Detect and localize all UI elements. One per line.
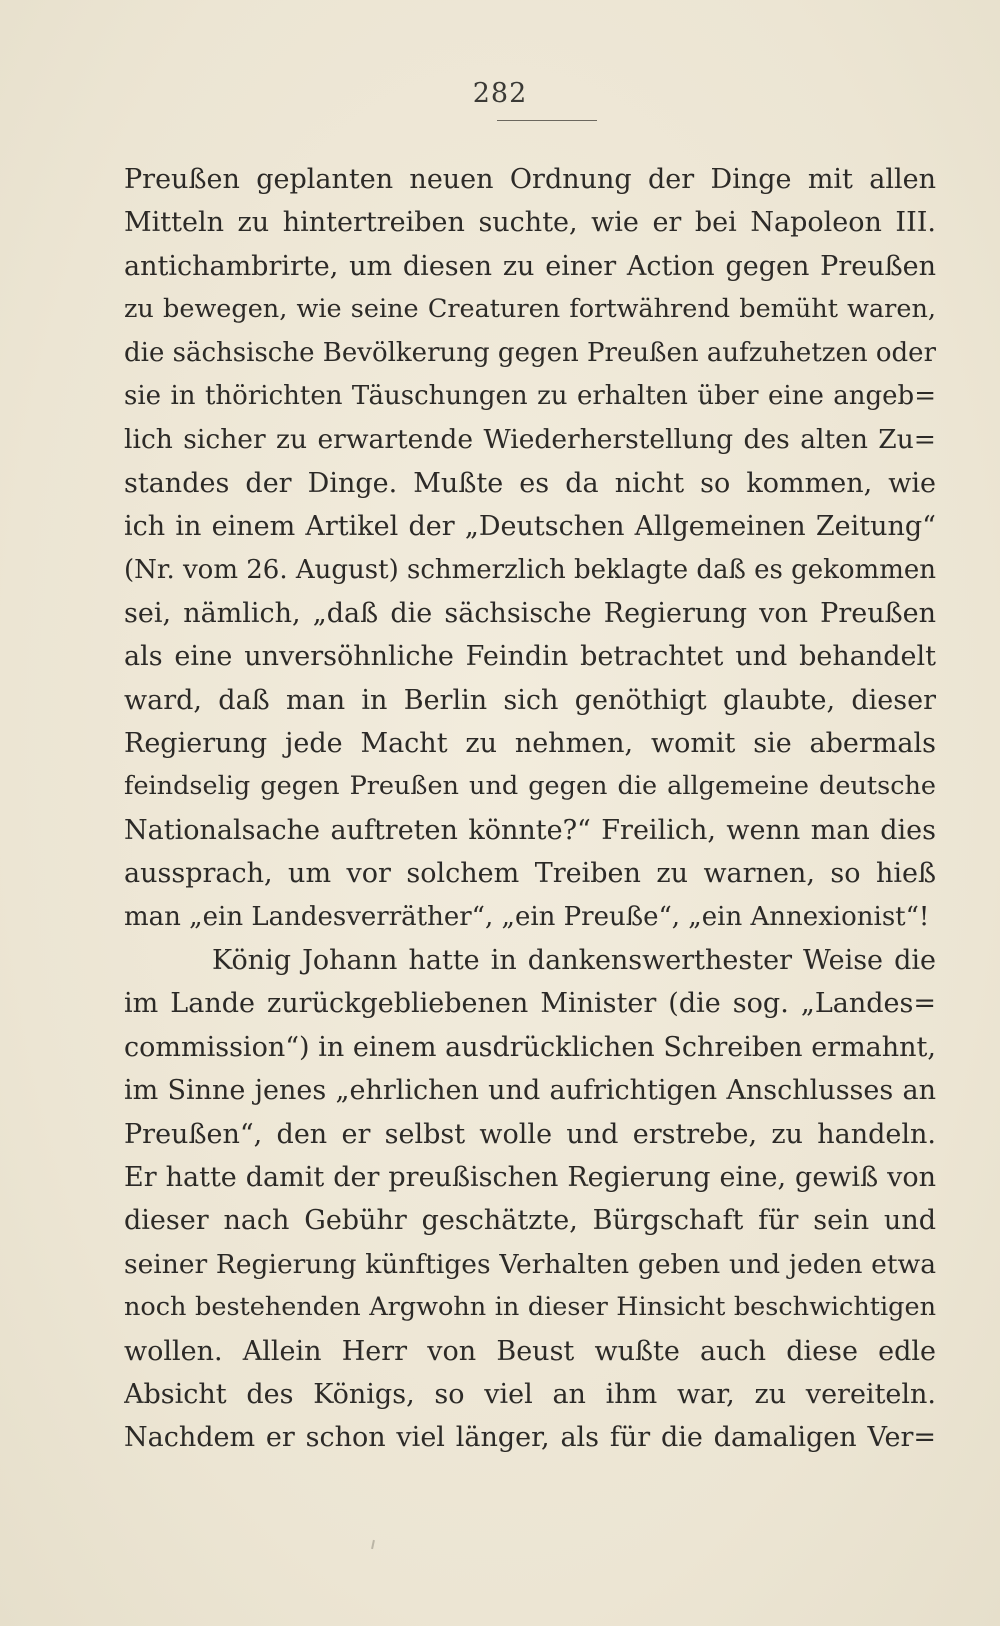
text-line: zu bewegen, wie seine Creaturen fortwährend bemüht waren, — [124, 294, 936, 325]
text-line: ward, daß man in Berlin sich genöthigt glaubte, dieser — [124, 684, 936, 716]
text-line: commission“) in einem ausdrücklichen Schreiben ermahnt, — [124, 1031, 936, 1063]
text-line: seiner Regierung künftiges Verhalten geben und jeden etwa — [124, 1248, 936, 1280]
text-line: Nachdem er schon viel länger, als für die damaligen Ver= — [124, 1422, 936, 1454]
text-line: Absicht des Königs, so viel an ihm war, zu vereiteln. — [124, 1378, 936, 1410]
text-line: feindselig gegen Preußen und gegen die allgemeine deutsche — [124, 771, 936, 802]
page-number-rule — [497, 120, 597, 121]
text-line: sie in thörichten Täuschungen zu erhalten über eine angeb= — [124, 380, 936, 411]
text-line: König Johann hatte in dankenswerthester Weise die — [212, 945, 936, 977]
text-line: Preußen geplanten neuen Ordnung der Dinge mit allen — [124, 164, 936, 195]
text-line: wollen. Allein Herr von Beust wußte auch diese edle — [124, 1335, 936, 1367]
text-line: die sächsische Bevölkerung gegen Preußen aufzuhetzen oder — [124, 337, 936, 368]
text-line: Regierung jede Macht zu nehmen, womit sie abermals — [124, 728, 936, 760]
body-text — [124, 158, 936, 1460]
text-line: noch bestehenden Argwohn in dieser Hinsicht beschwichtigen — [124, 1292, 936, 1323]
text-line: Er hatte damit der preußischen Regierung eine, gewiß von — [124, 1161, 936, 1193]
text-line: sei, nämlich, „daß die sächsische Regierung von Preußen — [124, 597, 936, 629]
paper-speck — [371, 1540, 375, 1549]
text-line: (Nr. vom 26. August) schmerzlich beklagte daß es gekommen — [124, 554, 936, 585]
text-line: standes der Dinge. Mußte es da nicht so kommen, wie — [124, 467, 936, 499]
text-line: Preußen“, den er selbst wolle und erstrebe, zu handeln. — [124, 1118, 936, 1150]
text-line: dieser nach Gebühr geschätzte, Bürgschaft für sein und — [124, 1205, 936, 1237]
text-line: im Lande zurückgebliebenen Minister (die sog. „Landes= — [124, 988, 936, 1020]
text-line: man „ein Landesverräther“, „ein Preuße“, „ein Annexionist“! — [124, 901, 930, 932]
page-number: 282 — [472, 78, 528, 109]
text-line: aussprach, um vor solchem Treiben zu warnen, so hieß — [124, 858, 936, 890]
text-line: lich sicher zu erwartende Wiederherstellung des alten Zu= — [124, 424, 936, 456]
text-line: im Sinne jenes „ehrlichen und aufrichtigen Anschlusses an — [124, 1075, 936, 1107]
text-line: als eine unversöhnliche Feindin betrachtet und behandelt — [124, 641, 936, 673]
text-line: ich in einem Artikel der „Deutschen Allgemeinen Zeitung“ — [124, 511, 936, 543]
text-line: Mitteln zu hintertreiben suchte, wie er bei Napoleon III. — [124, 207, 936, 239]
text-line: antichambrirte, um diesen zu einer Action gegen Preußen — [124, 250, 936, 282]
text-line: Nationalsache auftreten könnte?“ Freilich, wenn man dies — [124, 814, 936, 846]
